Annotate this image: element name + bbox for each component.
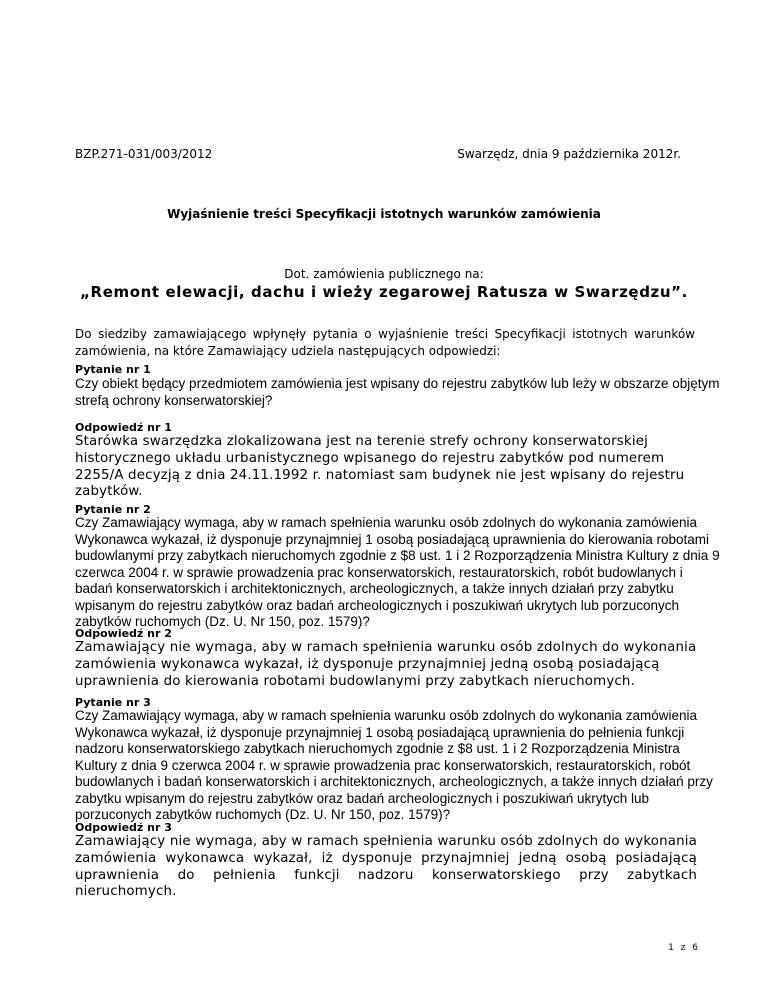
question-text: Czy Zamawiający wymaga, aby w ramach spełnienia warunku osób zdolnych do wykonania zamówienia Wykonawca wykazał, iż dysponuje przynajmniej 1 osobą posiadającą uprawnienia do kierowania robotami budowlanymi przy zabytkach nieruchomych zgodnie z $8 ust. 1 i 2 Rozporządzenia Ministra Kultury z dnia 9 czerwca 2004 r. w sprawie prowadzenia prac konserwatorskich, restauratorskich, robót budowlanych i badań konserwatorskich i architektonicznych, archeologicznych, a także innych działań przy zabytku wpisanym do rejestru zabytków oraz badań archeologicznych i poszukiwań ukrytych lub porzuconych zabytków ruchomych (Dz. U. Nr 150, poz. 1579)? [75,515,720,629]
question-label: Pytanie nr 3 [75,696,151,709]
intro-paragraph: Do siedziby zamawiającego wpłynęły pytania o wyjaśnienie treści Specyfikacji istotnych warunków zamówienia, na które Zamawiający udziela następujących odpowiedzi: [75,327,695,358]
question-label: Pytanie nr 1 [75,363,151,376]
subject-name: „Remont elewacji, dachu i wieży zegarowej Ratusza w Swarzędzu”. [80,283,688,301]
answer-text: Starówka swarzędzka zlokalizowana jest na terenie strefy ochrony konserwatorskiej historycznego układu urbanistycznego wpisanego do rejestru zabytków pod numerem 2255/A decyzją z dnia 24.11.1992 r. natomiast sam budynek nie jest wpisany do rejestru zabytków. [75,434,685,500]
answer-text: Zamawiający nie wymaga, aby w ramach spełnienia warunku osób zdolnych do wykonania zamówienia wykonawca wykazał, iż dysponuje przynajmniej jedną osobą posiadającą uprawnienia do kierowania robotami budowlanymi przy zabytkach nieruchomych. [75,640,697,689]
question-text: Czy obiekt będący przedmiotem zamówienia jest wpisany do rejestru zabytków lub leży w obszarze objętym strefą ochrony konserwatorskiej? [75,376,720,408]
question-text: Czy Zamawiający wymaga, aby w ramach spełnienia warunku osób zdolnych do wykonania zamówienia Wykonawca wykazał, iż dysponuje przynajmniej 1 osobą posiadającą uprawnienia do pełnienia funkcji nadzoru konserwatorskiego zabytkach nieruchomych zgodnie z $8 ust. 1 i 2 Rozporządzenia Ministra Kultury z dnia 9 czerwca 2004 r. w sprawie prowadzenia prac konserwatorskich, restauratorskich, robót budowlanych i badań konserwatorskich i architektonicznych, archeologicznych, a także innych działań przy zabytku wpisanym do rejestru zabytków oraz badań archeologicznych i poszukiwań ukrytych lub porzuconych zabytków ruchomych (Dz. U. Nr 150, poz. 1579)? [75,708,713,822]
subject-prefix: Dot. zamówienia publicznego na: [284,267,484,281]
question-label: Pytanie nr 2 [75,503,151,516]
answer-label: Odpowiedź nr 2 [75,627,172,640]
place-and-date: Swarzędz, dnia 9 października 2012r. [457,147,681,161]
reference-number: BZP.271-031/003/2012 [75,147,213,161]
page-number: 1 z 6 [668,943,700,953]
answer-label: Odpowiedź nr 1 [75,421,172,434]
document-title: Wyjaśnienie treści Specyfikacji istotnych warunków zamówienia [167,207,601,221]
answer-text: Zamawiający nie wymaga, aby w ramach spełnienia warunku osób zdolnych do wykonania zamówienia wykonawca wykazał, iż dysponuje przynajmniej jedną osobą posiadającą uprawnienia do pełnienia funkcji nadzoru konserwatorskiego przy zabytkach nieruchomych. [75,834,697,900]
answer-label: Odpowiedź nr 3 [75,821,172,834]
